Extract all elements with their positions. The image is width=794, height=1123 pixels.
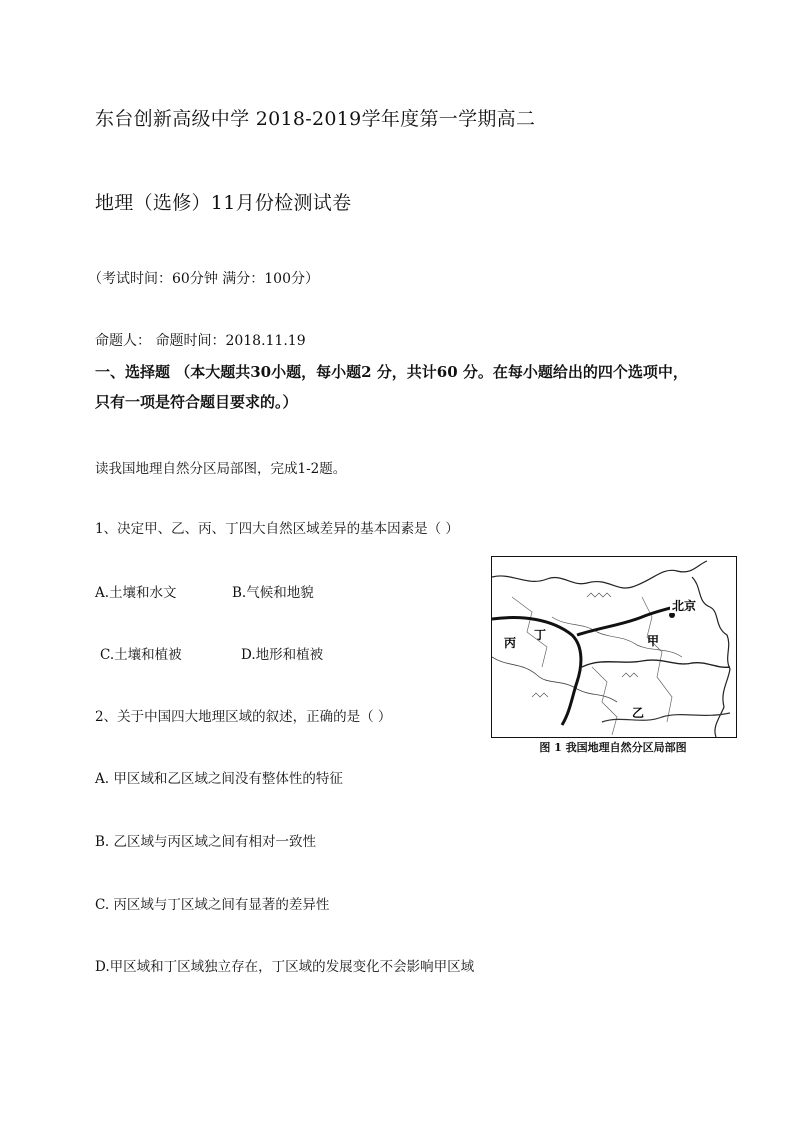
label-beijing: 北京 [672,599,697,613]
label-yi: 乙 [632,706,645,720]
yellow-river [582,660,730,667]
question-1-option-d: D.地形和植被 [241,647,324,663]
figure-caption: 图 1 我国地理自然分区局部图 [539,741,687,754]
title-line-1: 东台创新高级中学 2018-2019学年度第一学期高二 [95,108,536,130]
region-map [491,556,737,738]
question-1-stem: 1、决定甲、乙、丙、丁四大自然区域差异的基本因素是（ ） [95,521,459,537]
question-2-option-d: D.甲区域和丁区域独立存在，丁区域的发展变化不会影响甲区域 [95,959,475,975]
exam-info: （考试时间：60分钟 满分：100分） [88,271,319,287]
question-2-option-c: C. 丙区域与丁区域之间有显著的差异性 [95,897,330,913]
province-border [592,667,617,735]
title-line-2: 地理（选修）11月份检测试卷 [95,192,352,214]
question-1-option-a: A.土壤和水文 [95,585,177,601]
section-heading-line-1: 一、选择题 （本大题共30小题，每小题2 分，共计60 分。在每小题给出的四个选项中， [95,363,688,381]
question-1-option-b: B.气候和地貌 [232,585,314,601]
author-date: 命题人： 命题时间：2018.11.19 [95,333,306,349]
border-line [492,561,707,588]
province-border [492,657,617,702]
yangtze-river [602,713,730,722]
label-jia: 甲 [647,634,660,648]
label-bing: 丙 [504,636,517,650]
province-border [552,617,682,657]
intro-text: 读我国地理自然分区局部图，完成1-2题。 [95,461,347,477]
question-2-stem: 2、关于中国四大地理区域的叙述，正确的是（ ） [95,709,392,725]
question-1-option-c: C.土壤和植被 [100,647,182,663]
label-ding: 丁 [534,628,547,642]
section-heading-line-2: 只有一项是符合题目要求的。） [95,393,298,411]
mountain-hatch [532,593,638,697]
region-map-drawing [492,557,736,737]
question-2-option-b: B. 乙区域与丙区域之间有相对一致性 [95,834,317,850]
question-2-option-a: A. 甲区域和乙区域之间没有整体性的特征 [95,771,343,787]
